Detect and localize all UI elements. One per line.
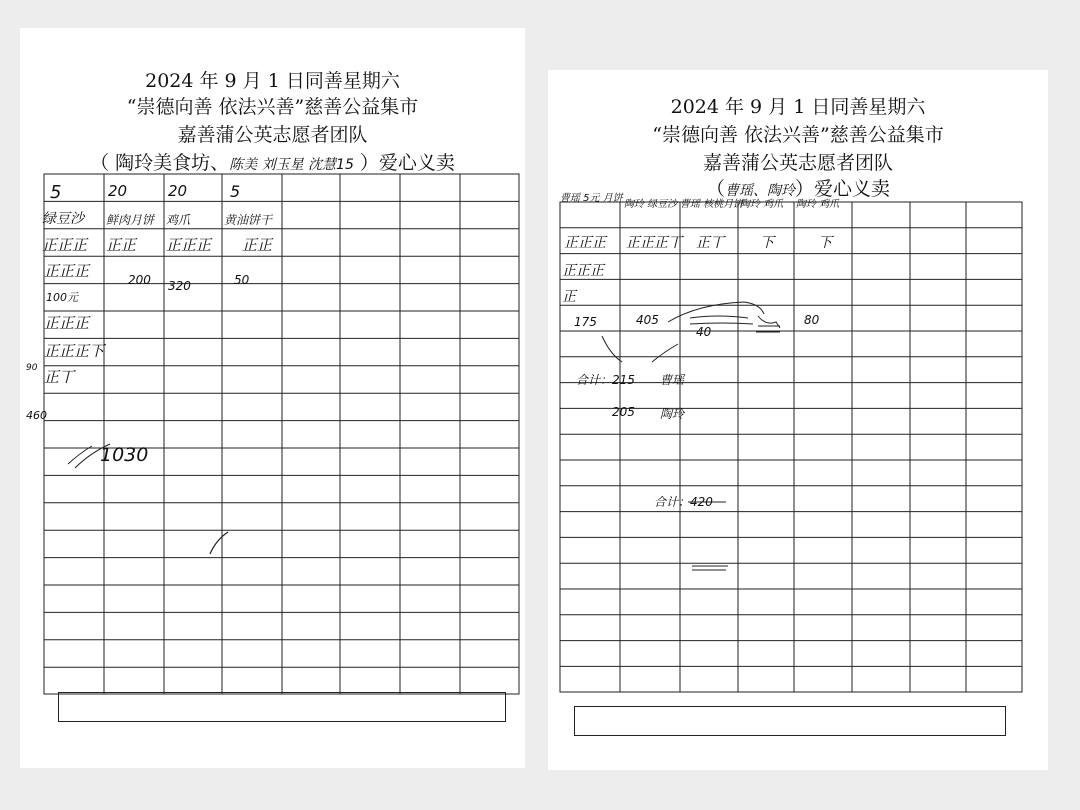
- left-item-4: 黄油饼干: [224, 213, 273, 227]
- left-title-theme: “崇德向善 依法兴善”慈善公益集市: [126, 96, 419, 118]
- right-header-cell-2: 陶玲 绿豆沙: [624, 199, 678, 210]
- left-title-date: 2024 年 9 月 1 日同善星期六: [145, 70, 400, 92]
- right-seller-open: （: [705, 178, 725, 200]
- right-tally-5: 下: [818, 235, 832, 251]
- right-header-cell-4: 陶玲 鸡爪: [740, 199, 784, 210]
- right-summary-name-2: 陶玲: [660, 407, 685, 421]
- right-title-date: 2024 年 9 月 1 日同善星期六: [670, 96, 926, 118]
- right-tally-more-2: 正: [562, 289, 576, 305]
- left-item-1: 绿豆沙: [42, 211, 84, 227]
- left-seller-handwriting: 陈美 刘玉星 沈慧15: [229, 157, 354, 173]
- left-item-3: 鸡爪: [166, 213, 191, 227]
- left-seller-close: ）爱心义卖: [353, 152, 455, 174]
- right-tally-3: 正丅: [696, 235, 724, 251]
- left-price-2: 20: [108, 182, 128, 200]
- left-item-2: 鲜肉月饼: [106, 213, 155, 227]
- right-title-team: 嘉善蒲公英志愿者团队: [702, 152, 893, 174]
- right-seller-handwriting: 曹瑶、陶玲: [725, 183, 795, 199]
- left-subtotal-note: 100元: [46, 291, 78, 304]
- left-side-note-1: 90: [26, 363, 38, 373]
- left-sheet: [20, 28, 525, 768]
- left-footer-box: [58, 692, 506, 722]
- right-summary-2: 205: [612, 405, 635, 419]
- left-tally-more-3: 正正正下: [44, 342, 105, 360]
- left-title-team: 嘉善蒲公英志愿者团队: [177, 124, 368, 146]
- right-tally-1: 正正正: [564, 235, 606, 251]
- right-scribbles: [548, 70, 1048, 770]
- right-header-cell-1: 曹瑶 5元 月饼: [560, 193, 623, 204]
- right-amount-2: 405: [636, 313, 659, 327]
- left-price-3: 20: [168, 182, 188, 200]
- left-amount-2: 320: [168, 279, 191, 293]
- left-tally-3: 正正正: [166, 236, 212, 254]
- right-tally-more-1: 正正正: [562, 263, 604, 279]
- left-tally-2: 正正: [106, 236, 137, 254]
- left-seller-open: （ 陶玲美食坊、: [90, 152, 230, 174]
- right-amount-1: 175: [574, 315, 597, 329]
- right-amount-4: 80: [804, 313, 820, 327]
- right-title-theme: “崇德向善 依法兴善”慈善公益集市: [652, 124, 944, 146]
- right-amount-3: 40: [696, 325, 712, 339]
- left-side-note-2: 460: [26, 409, 47, 422]
- right-sheet: [548, 70, 1048, 770]
- right-tally-4: 下: [760, 235, 774, 251]
- right-header-cell-3: 曹瑶 核桃月饼: [680, 199, 744, 210]
- right-header-cell-5: 陶玲 鸡爪: [796, 199, 840, 210]
- right-summary-total: 合计：215: [576, 373, 635, 387]
- left-tally-1: 正正正: [42, 236, 88, 254]
- left-tally-more-4: 正丅: [44, 368, 75, 386]
- right-footer-box: [574, 706, 1006, 736]
- left-amount-3: 50: [234, 273, 250, 287]
- left-total-scribble: [20, 28, 525, 768]
- left-price-4: 5: [230, 182, 241, 201]
- right-tally-2: 正正正丅: [626, 235, 682, 251]
- left-price-1: 5: [50, 182, 62, 203]
- left-tally-more-1: 正正正: [44, 262, 90, 280]
- right-summary-name-1: 曹瑶: [660, 373, 685, 387]
- right-seller-close: ）爱心义卖: [795, 178, 891, 200]
- right-struck-total: 合计：420: [654, 495, 713, 509]
- left-tally-4: 正正: [242, 236, 273, 254]
- left-amount-1: 200: [128, 273, 151, 287]
- left-tally-more-2: 正正正: [44, 314, 90, 332]
- left-total: 1030: [100, 444, 149, 466]
